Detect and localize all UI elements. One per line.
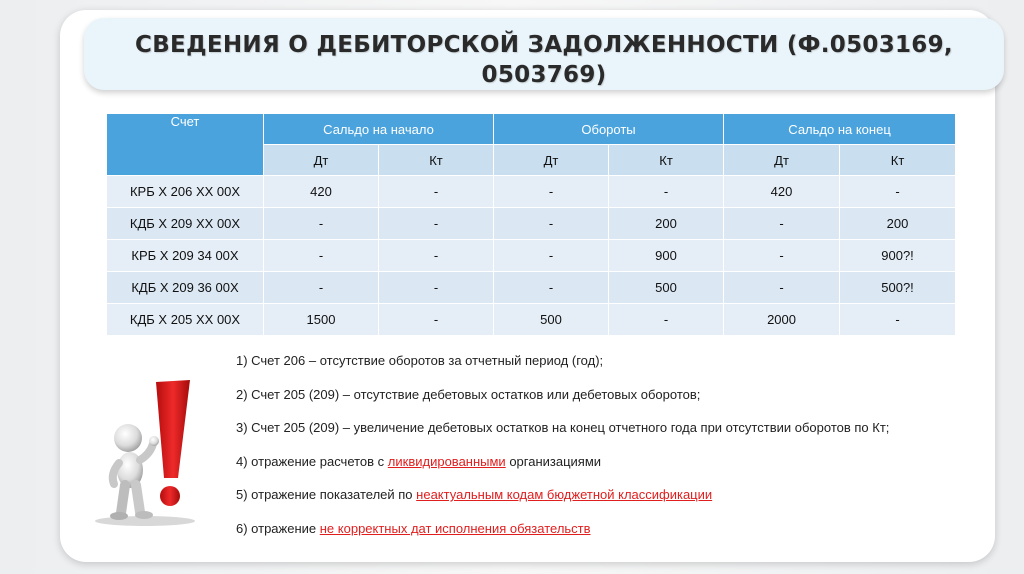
value-cell: - — [840, 176, 956, 208]
value-cell: - — [379, 208, 494, 240]
table-row — [107, 272, 956, 304]
receivables-table — [106, 113, 956, 336]
value-cell: - — [494, 240, 609, 272]
column-header-account: Счет — [107, 114, 264, 176]
highlight-liquidated: ликвидированными — [387, 453, 506, 469]
list-item: 1) Счет 206 – отсутствие оборотов за отчетный период (год); — [236, 353, 604, 368]
value-cell: - — [724, 208, 840, 240]
value-cell: 1500 — [264, 304, 379, 336]
value-cell: - — [840, 304, 956, 336]
value-cell: 200 — [609, 208, 724, 240]
account-cell: КДБ Х 209 ХХ 00Х — [107, 208, 264, 240]
value-cell: 500 — [494, 304, 609, 336]
value-cell: 420 — [264, 176, 379, 208]
value-cell: - — [379, 176, 494, 208]
list-item: 6) отражение не корректных дат исполнения обязательств — [236, 520, 591, 536]
column-header-debit: Дт — [724, 145, 840, 176]
table-row — [107, 304, 956, 336]
list-item: 5) отражение показателей по неактуальным кодам бюджетной классификации — [236, 487, 713, 502]
page-title: СВЕДЕНИЯ О ДЕБИТОРСКОЙ ЗАДОЛЖЕННОСТИ (Ф.0503169, 0503769) — [135, 32, 953, 88]
account-cell: КДБ Х 205 ХХ 00Х — [107, 304, 264, 336]
value-cell: 500 — [609, 272, 724, 304]
account-cell: КРБ Х 206 ХХ 00Х — [107, 176, 264, 208]
value-cell: - — [379, 272, 494, 304]
column-header-credit: Кт — [840, 145, 956, 176]
column-header-credit: Кт — [379, 145, 494, 176]
table-row — [107, 176, 956, 208]
account-cell: КДБ Х 209 36 00Х — [107, 272, 264, 304]
person-with-exclamation-icon — [90, 378, 210, 528]
column-group-closing-balance: Сальдо на конец — [724, 114, 956, 145]
value-cell: - — [379, 304, 494, 336]
list-item: 3) Счет 205 (209) – увеличение дебетовых остатков на конец отчетного года при отсутствии оборотов по Кт; — [236, 420, 890, 435]
value-cell: - — [494, 176, 609, 208]
list-item: 4) отражение расчетов с ликвидированными организациями — [236, 453, 602, 469]
value-cell: 420 — [724, 176, 840, 208]
column-group-turnover: Обороты — [494, 114, 724, 145]
list-item: 2) Счет 205 (209) – отсутствие дебетовых остатков или дебетовых оборотов; — [236, 386, 701, 402]
highlight-incorrect-dates: не корректных дат исполнения обязательств — [319, 520, 591, 536]
notes-list — [236, 351, 976, 552]
value-cell: 500?! — [840, 272, 956, 304]
column-header-credit: Кт — [609, 145, 724, 176]
value-cell: - — [264, 208, 379, 240]
value-cell: - — [494, 272, 609, 304]
value-cell: 2000 — [724, 304, 840, 336]
value-cell: 200 — [840, 208, 956, 240]
highlight-outdated-codes: неактуальным кодам бюджетной классификации — [416, 487, 713, 502]
table-row — [107, 240, 956, 272]
value-cell: - — [609, 304, 724, 336]
account-cell: КРБ Х 209 34 00Х — [107, 240, 264, 272]
value-cell: - — [724, 240, 840, 272]
value-cell: - — [264, 272, 379, 304]
column-header-debit: Дт — [494, 145, 609, 176]
column-group-opening-balance: Сальдо на начало — [264, 114, 494, 145]
value-cell: 900 — [609, 240, 724, 272]
value-cell: - — [609, 176, 724, 208]
table-row — [107, 208, 956, 240]
value-cell: - — [724, 272, 840, 304]
value-cell: - — [264, 240, 379, 272]
column-header-debit: Дт — [264, 145, 379, 176]
title-banner — [84, 18, 1004, 90]
value-cell: 900?! — [840, 240, 956, 272]
value-cell: - — [379, 240, 494, 272]
value-cell: - — [494, 208, 609, 240]
table-header-row — [107, 114, 956, 145]
